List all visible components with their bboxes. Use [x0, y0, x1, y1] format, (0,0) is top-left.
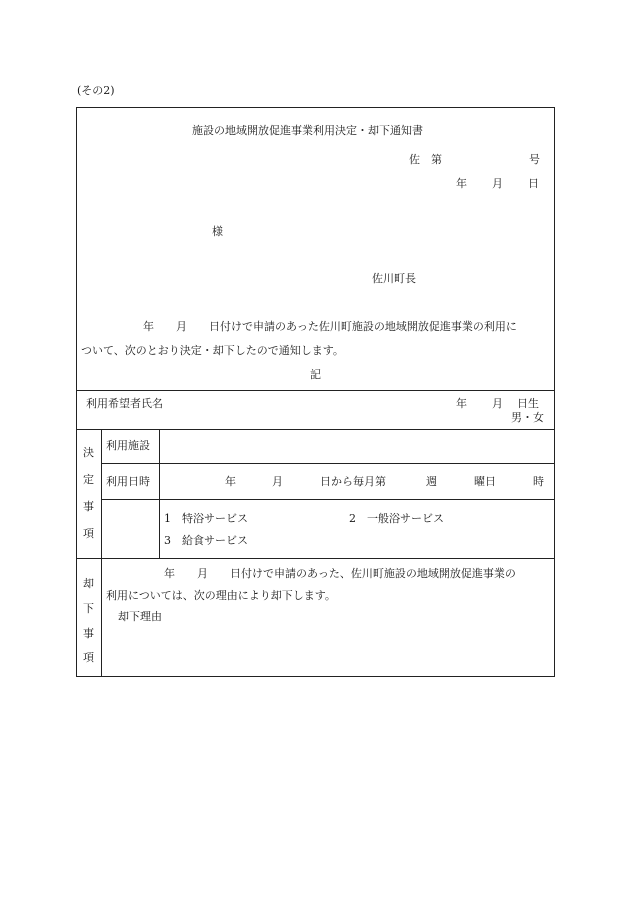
birth-year: 年: [456, 397, 467, 410]
decision-side-char-2: 定: [83, 473, 94, 486]
issue-date-year: 年: [456, 177, 467, 190]
rejection-side-char-3: 事: [83, 627, 94, 640]
decision-label-divider: [159, 429, 160, 558]
rejection-top-divider: [77, 558, 554, 559]
datetime-from: 日から毎月第: [320, 475, 386, 488]
birth-month: 月: [492, 397, 503, 410]
service-option-1: 1 特浴サービス: [164, 512, 248, 525]
datetime-hour: 時: [533, 475, 544, 488]
rejection-side-char-4: 項: [83, 651, 94, 664]
notice-body-line-1: 年 月 日付けで申請のあった佐川町施設の地域開放促進事業の利用に: [143, 320, 517, 333]
decision-side-char-4: 項: [83, 527, 94, 540]
notice-title: 施設の地域開放促進事業利用決定・却下通知書: [192, 124, 423, 137]
datetime-label: 利用日時: [106, 475, 150, 488]
gender-options: 男・女: [511, 411, 544, 424]
rejection-side-char-2: 下: [83, 602, 94, 615]
issuer-name: 佐川町長: [372, 272, 416, 285]
datetime-row-divider: [101, 499, 554, 500]
form-number-label: (その2): [77, 84, 115, 97]
datetime-year: 年: [225, 475, 236, 488]
rejection-reason-label: 却下理由: [118, 610, 162, 623]
document-number-suffix: 号: [529, 153, 540, 166]
datetime-week: 週: [426, 475, 437, 488]
datetime-weekday: 曜日: [474, 475, 496, 488]
applicant-name-label: 利用希望者氏名: [86, 397, 163, 410]
decision-side-divider: [101, 429, 102, 558]
addressee-suffix: 様: [212, 225, 223, 238]
applicant-top-divider: [77, 390, 554, 391]
ki-mark: 記: [310, 368, 321, 381]
service-option-3: 3 給食サービス: [164, 534, 248, 547]
rejection-text-line-2: 利用については、次の理由により却下します。: [106, 589, 336, 602]
datetime-month: 月: [272, 475, 283, 488]
notice-body-line-2: ついて、次のとおり決定・却下したので通知します。: [81, 344, 344, 357]
decision-side-char-3: 事: [83, 500, 94, 513]
facility-row-divider: [101, 463, 554, 464]
service-option-2: 2 一般浴サービス: [349, 512, 444, 525]
rejection-side-char-1: 却: [83, 577, 94, 590]
birth-day: 日生: [517, 397, 539, 410]
issue-date-month: 月: [492, 177, 503, 190]
decision-top-divider: [77, 429, 554, 430]
facility-label: 利用施設: [106, 439, 150, 452]
document-number-prefix: 佐 第: [409, 153, 442, 166]
rejection-text-line-1: 年 月 日付けで申請のあった、佐川町施設の地域開放促進事業の: [164, 567, 516, 580]
rejection-side-divider: [101, 558, 102, 676]
decision-side-char-1: 決: [83, 446, 94, 459]
issue-date-day: 日: [528, 177, 539, 190]
